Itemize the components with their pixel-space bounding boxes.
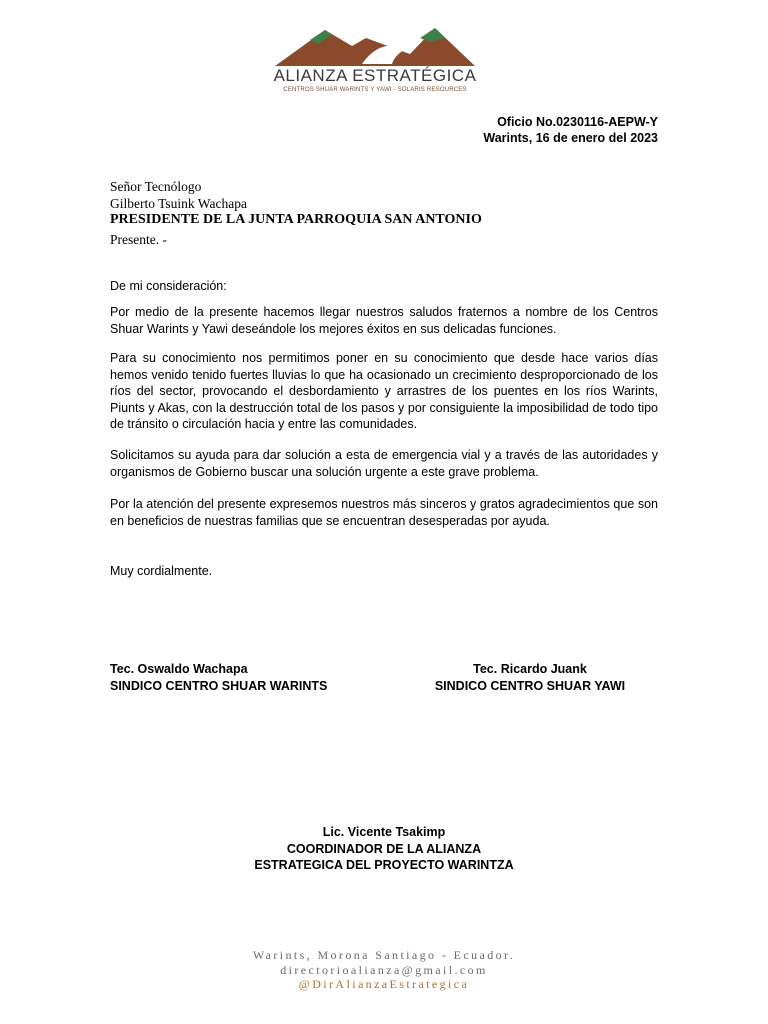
signature-right-name: Tec. Ricardo Juank [473, 662, 587, 676]
signature-left-name: Tec. Oswaldo Wachapa [110, 662, 248, 676]
signature-coordinator [200, 824, 568, 874]
paragraph-1: Por medio de la presente hacemos llegar nuestros saludos fraternos a nombre de los Centros Shuar Warints y Yawi deseándole los mejores éxitos en sus delicadas funciones. [110, 305, 658, 336]
signature-left [110, 661, 327, 694]
signature-left-role: SINDICO CENTRO SHUAR WARINTS [110, 678, 328, 693]
coordinator-role-2: ESTRATEGICA DEL PROYECTO WARINTZA [254, 858, 514, 872]
logo-subtitle: CENTROS SHUAR WARINTS Y YAWI - SOLARIS RESOURCES [283, 87, 467, 93]
closing: Muy cordialmente. [110, 564, 213, 578]
document-date: Warints, 16 de enero del 2023 [483, 131, 658, 145]
paragraph-4: Por la atención del presente expresemos nuestros más sinceros y gratos agradecimientos que son en beneficios de nuestras familias que se encuentran desesperadas por ayuda. [110, 497, 658, 528]
greeting: De mi consideración: [110, 279, 227, 293]
alianza-logo-icon [270, 24, 480, 68]
signature-right [410, 661, 650, 694]
addressee-name: Gilberto Tsuink Wachapa [110, 196, 247, 211]
coordinator-name: Lic. Vicente Tsakimp [322, 825, 446, 839]
footer-email: directorioalianza@gmail.com [280, 963, 488, 977]
paragraph-3: Solicitamos su ayuda para dar solución a esta de emergencia vial y a través de las autoridades y organismos de Gobierno buscar una solución urgente a este grave problema. [110, 448, 658, 479]
logo-title: ALIANZA ESTRATÉGICA [273, 66, 477, 85]
paragraph-2: Para su conocimiento nos permitimos poner en su conocimiento que desde hace varios días hemos venido tenido fuertes lluvias lo que ha ocasionado un crecimiento desproporcionado de los ríos del sector, provocando el desbordamiento y arrastres de los puentes en los ríos Warints, Piunts y Akas, con la destrucción total de los pasos y por consiguiente la imposibilidad de todo tipo de tránsito o circulación hacia y entre las comunidades. [110, 351, 658, 431]
addressee-title: Señor Tecnólogo [110, 179, 202, 194]
document-reference-number: Oficio No.0230116-AEPW-Y [497, 115, 658, 129]
footer-social: @DirAlianzaEstrategica [298, 977, 470, 991]
footer-location: Warints, Morona Santiago - Ecuador. [252, 948, 516, 962]
addressee-position: PRESIDENTE DE LA JUNTA PARROQUIA SAN ANTONIO [110, 212, 482, 227]
addressee-presente: Presente. - [110, 232, 167, 247]
coordinator-role-1: COORDINADOR DE LA ALIANZA [286, 841, 482, 856]
signature-right-role: SINDICO CENTRO SHUAR YAWI [434, 678, 626, 693]
